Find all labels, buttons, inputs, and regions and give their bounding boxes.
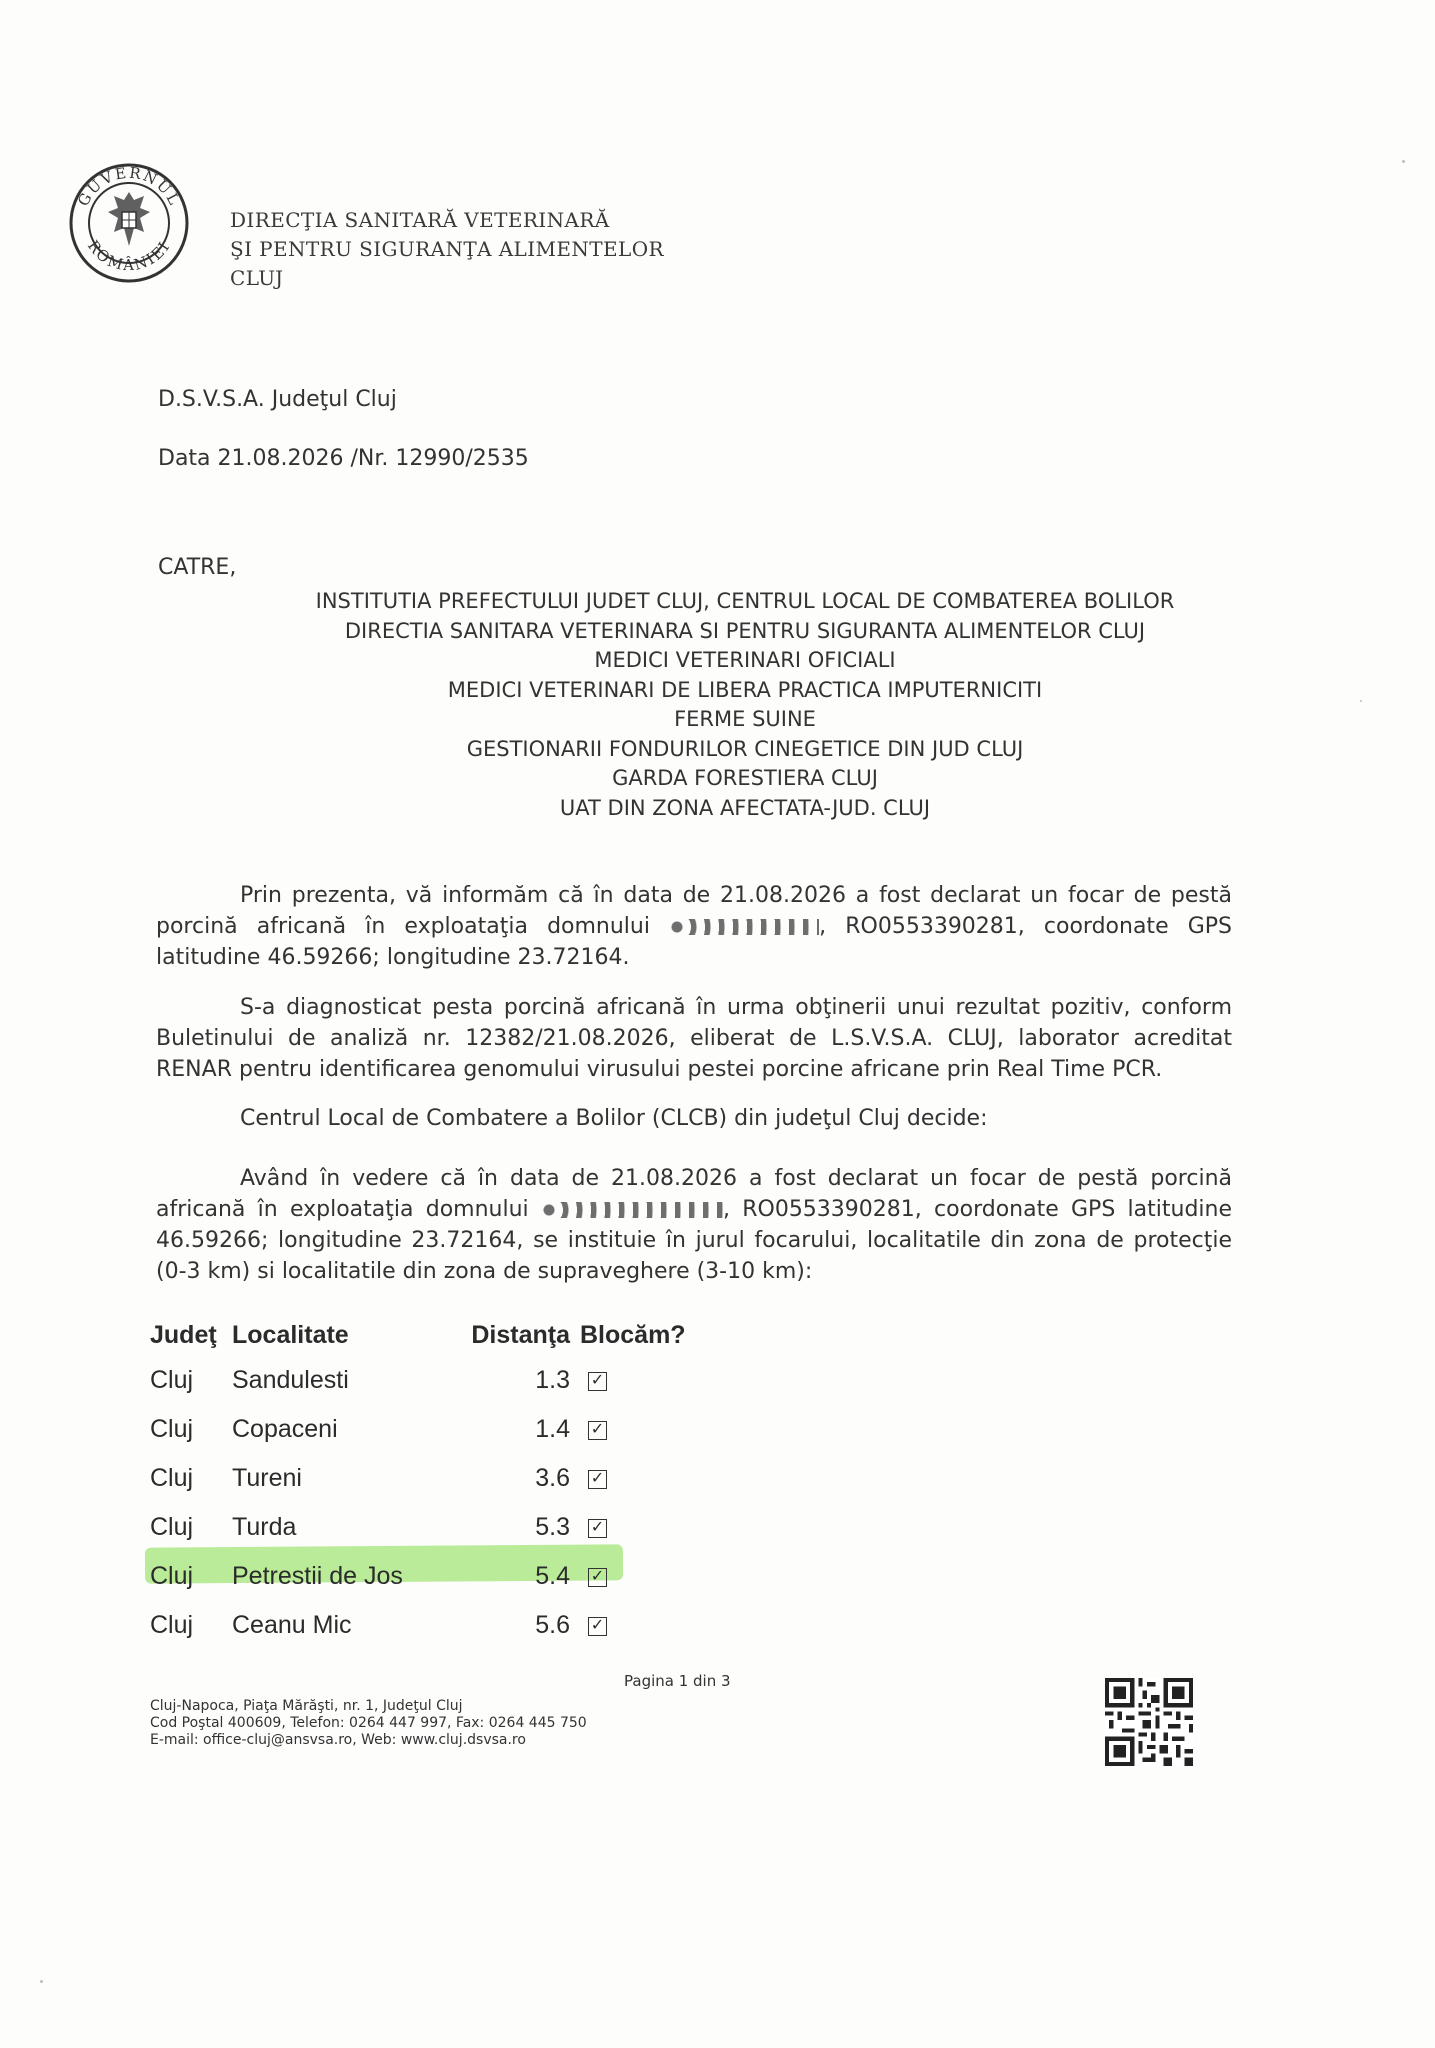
cell-localitate: Tureni [232, 1464, 302, 1492]
redacted-name [541, 1202, 723, 1218]
cell-blocam [580, 1405, 686, 1454]
cell-judet: Cluj [150, 1513, 194, 1541]
cell-blocam [580, 1503, 686, 1552]
cell-judet: Cluj [150, 1415, 194, 1443]
addressee-line: INSTITUTIA PREFECTULUI JUDET CLUJ, CENTRUL LOCAL DE COMBATEREA BOLILOR [315, 589, 1175, 613]
addressee-line: GESTIONARII FONDURILOR CINEGETICE DIN JUD CLUJ [466, 736, 1024, 761]
table-header-row [150, 1314, 686, 1356]
block-checkbox[interactable] [588, 1470, 607, 1489]
addressee-label: CATRE, [158, 555, 237, 580]
institution-line: CLUJ [230, 266, 284, 290]
block-checkbox[interactable] [588, 1421, 607, 1440]
table-row [150, 1601, 686, 1650]
column-header-judet: Judeţ [150, 1320, 217, 1349]
cell-localitate: Copaceni [232, 1415, 338, 1443]
cell-judet: Cluj [150, 1366, 194, 1394]
column-header-blocam: Blocăm? [580, 1320, 686, 1349]
block-checkbox[interactable] [588, 1568, 607, 1587]
column-header-distanta: Distanţa [471, 1320, 570, 1349]
cell-localitate: Petrestii de Jos [232, 1562, 403, 1590]
addressee-line: UAT DIN ZONA AFECTATA-JUD. CLUJ [559, 795, 931, 820]
addressee-line: MEDICI VETERINARI DE LIBERA PRACTICA IMPUTERNICITI [447, 677, 1043, 702]
addressee-line: DIRECTIA SANITARA VETERINARA SI PENTRU SIGURANTA ALIMENTELOR CLUJ [344, 618, 1146, 643]
scan-speck [40, 1980, 43, 1983]
checkmark-icon: ✓ [590, 1616, 605, 1634]
paragraph-zones [156, 1163, 1232, 1287]
paragraph-decision [156, 1103, 1232, 1134]
block-checkbox[interactable] [588, 1617, 607, 1636]
cell-blocam [580, 1552, 686, 1601]
institution-line: DIRECŢIA SANITARĂ VETERINARĂ [230, 208, 610, 232]
paragraph-text: , RO0553390281, coordonate GPS latitudine 46.59266; longitudine 23.72164, se instituie în jurul focarului, localitatile din zona de protecţie (0-3 km) si localitatile din zona de supraveghere (3-10 km): [156, 1197, 1233, 1284]
scan-speck [1360, 700, 1362, 702]
cell-localitate: Turda [232, 1513, 297, 1541]
cell-judet: Cluj [150, 1611, 194, 1639]
cell-distanta: 5.3 [535, 1513, 570, 1541]
column-header-localitate: Localitate [232, 1320, 349, 1349]
addressee-line: GARDA FORESTIERA CLUJ [612, 766, 878, 790]
addressee-line: MEDICI VETERINARI OFICIALI [594, 648, 896, 672]
date-number: Data 21.08.2026 /Nr. 12990/2535 [158, 446, 529, 471]
scan-speck [1402, 160, 1405, 163]
cell-distanta: 5.4 [535, 1562, 570, 1590]
issuer: D.S.V.S.A. Judeţul Cluj [158, 387, 397, 412]
redacted-name [669, 919, 819, 935]
footer-line: Cluj-Napoca, Piaţa Mărăşti, nr. 1, Judeţul Cluj [150, 1698, 463, 1714]
cell-blocam [580, 1454, 686, 1503]
government-seal-icon [68, 162, 190, 284]
cell-blocam [580, 1601, 686, 1650]
paragraph-outbreak-notice [156, 880, 1232, 973]
paragraph-text: S-a diagnosticat pesta porcină africană în urma obţinerii unui rezultat pozitiv, conform Buletinului de analiză nr. 12382/21.08.2026, eliberat de L.S.V.S.A. CLUJ, laborator acreditat RENAR pentru identificarea genomului virusului pestei porcine africane prin Real Time PCR. [156, 995, 1232, 1082]
footer-line: Cod Poştal 400609, Telefon: 0264 447 997, Fax: 0264 445 750 [150, 1715, 587, 1731]
svg-text:GUVERNUL: GUVERNUL [74, 163, 184, 210]
localities-table [150, 1314, 686, 1650]
addressee-list [0, 587, 1435, 823]
table-row [150, 1552, 686, 1601]
paragraph-text: Prin prezenta, vă informăm că în data de 21.08.2026 a fost declarat un focar de pestă porcină africană în exploataţia domnului [156, 883, 1232, 939]
addressee-line: FERME SUINE [674, 707, 816, 731]
cell-blocam [580, 1356, 686, 1405]
table-row [150, 1405, 686, 1454]
institution-line: ŞI PENTRU SIGURANŢA ALIMENTELOR [230, 237, 664, 261]
paragraph-text: , RO0553390281, coordonate GPS latitudine 46.59266; longitudine 23.72164. [156, 914, 1232, 970]
table-row [150, 1356, 686, 1405]
checkmark-icon: ✓ [590, 1567, 605, 1585]
cell-distanta: 5.6 [535, 1611, 570, 1639]
paragraph-diagnosis [156, 992, 1232, 1085]
checkmark-icon: ✓ [590, 1518, 605, 1536]
checkmark-icon: ✓ [590, 1371, 605, 1389]
block-checkbox[interactable] [588, 1519, 607, 1538]
footer-line: E-mail: office-cluj@ansvsa.ro, Web: www.cluj.dsvsa.ro [150, 1732, 526, 1748]
cell-distanta: 1.4 [535, 1415, 570, 1443]
institution-name [230, 206, 664, 293]
qr-code-icon [1105, 1678, 1193, 1766]
cell-judet: Cluj [150, 1562, 194, 1590]
checkmark-icon: ✓ [590, 1420, 605, 1438]
checkmark-icon: ✓ [590, 1469, 605, 1487]
paragraph-text: Având în vedere că în data de 21.08.2026 a fost declarat un focar de pestă porcină africană în exploataţia domnului [156, 1166, 1232, 1222]
cell-localitate: Ceanu Mic [232, 1611, 352, 1639]
cell-distanta: 3.6 [535, 1464, 570, 1492]
paragraph-text: Centrul Local de Combatere a Bolilor (CLCB) din judeţul Cluj decide: [240, 1106, 988, 1131]
cell-judet: Cluj [150, 1464, 194, 1492]
table-row [150, 1503, 686, 1552]
table-row [150, 1454, 686, 1503]
cell-distanta: 1.3 [535, 1366, 570, 1394]
cell-localitate: Sandulesti [232, 1366, 349, 1394]
page-number: Pagina 1 din 3 [624, 1672, 731, 1690]
block-checkbox[interactable] [588, 1372, 607, 1391]
svg-text:ROMÂNIEI: ROMÂNIEI [83, 237, 175, 275]
footer-address [150, 1698, 587, 1749]
